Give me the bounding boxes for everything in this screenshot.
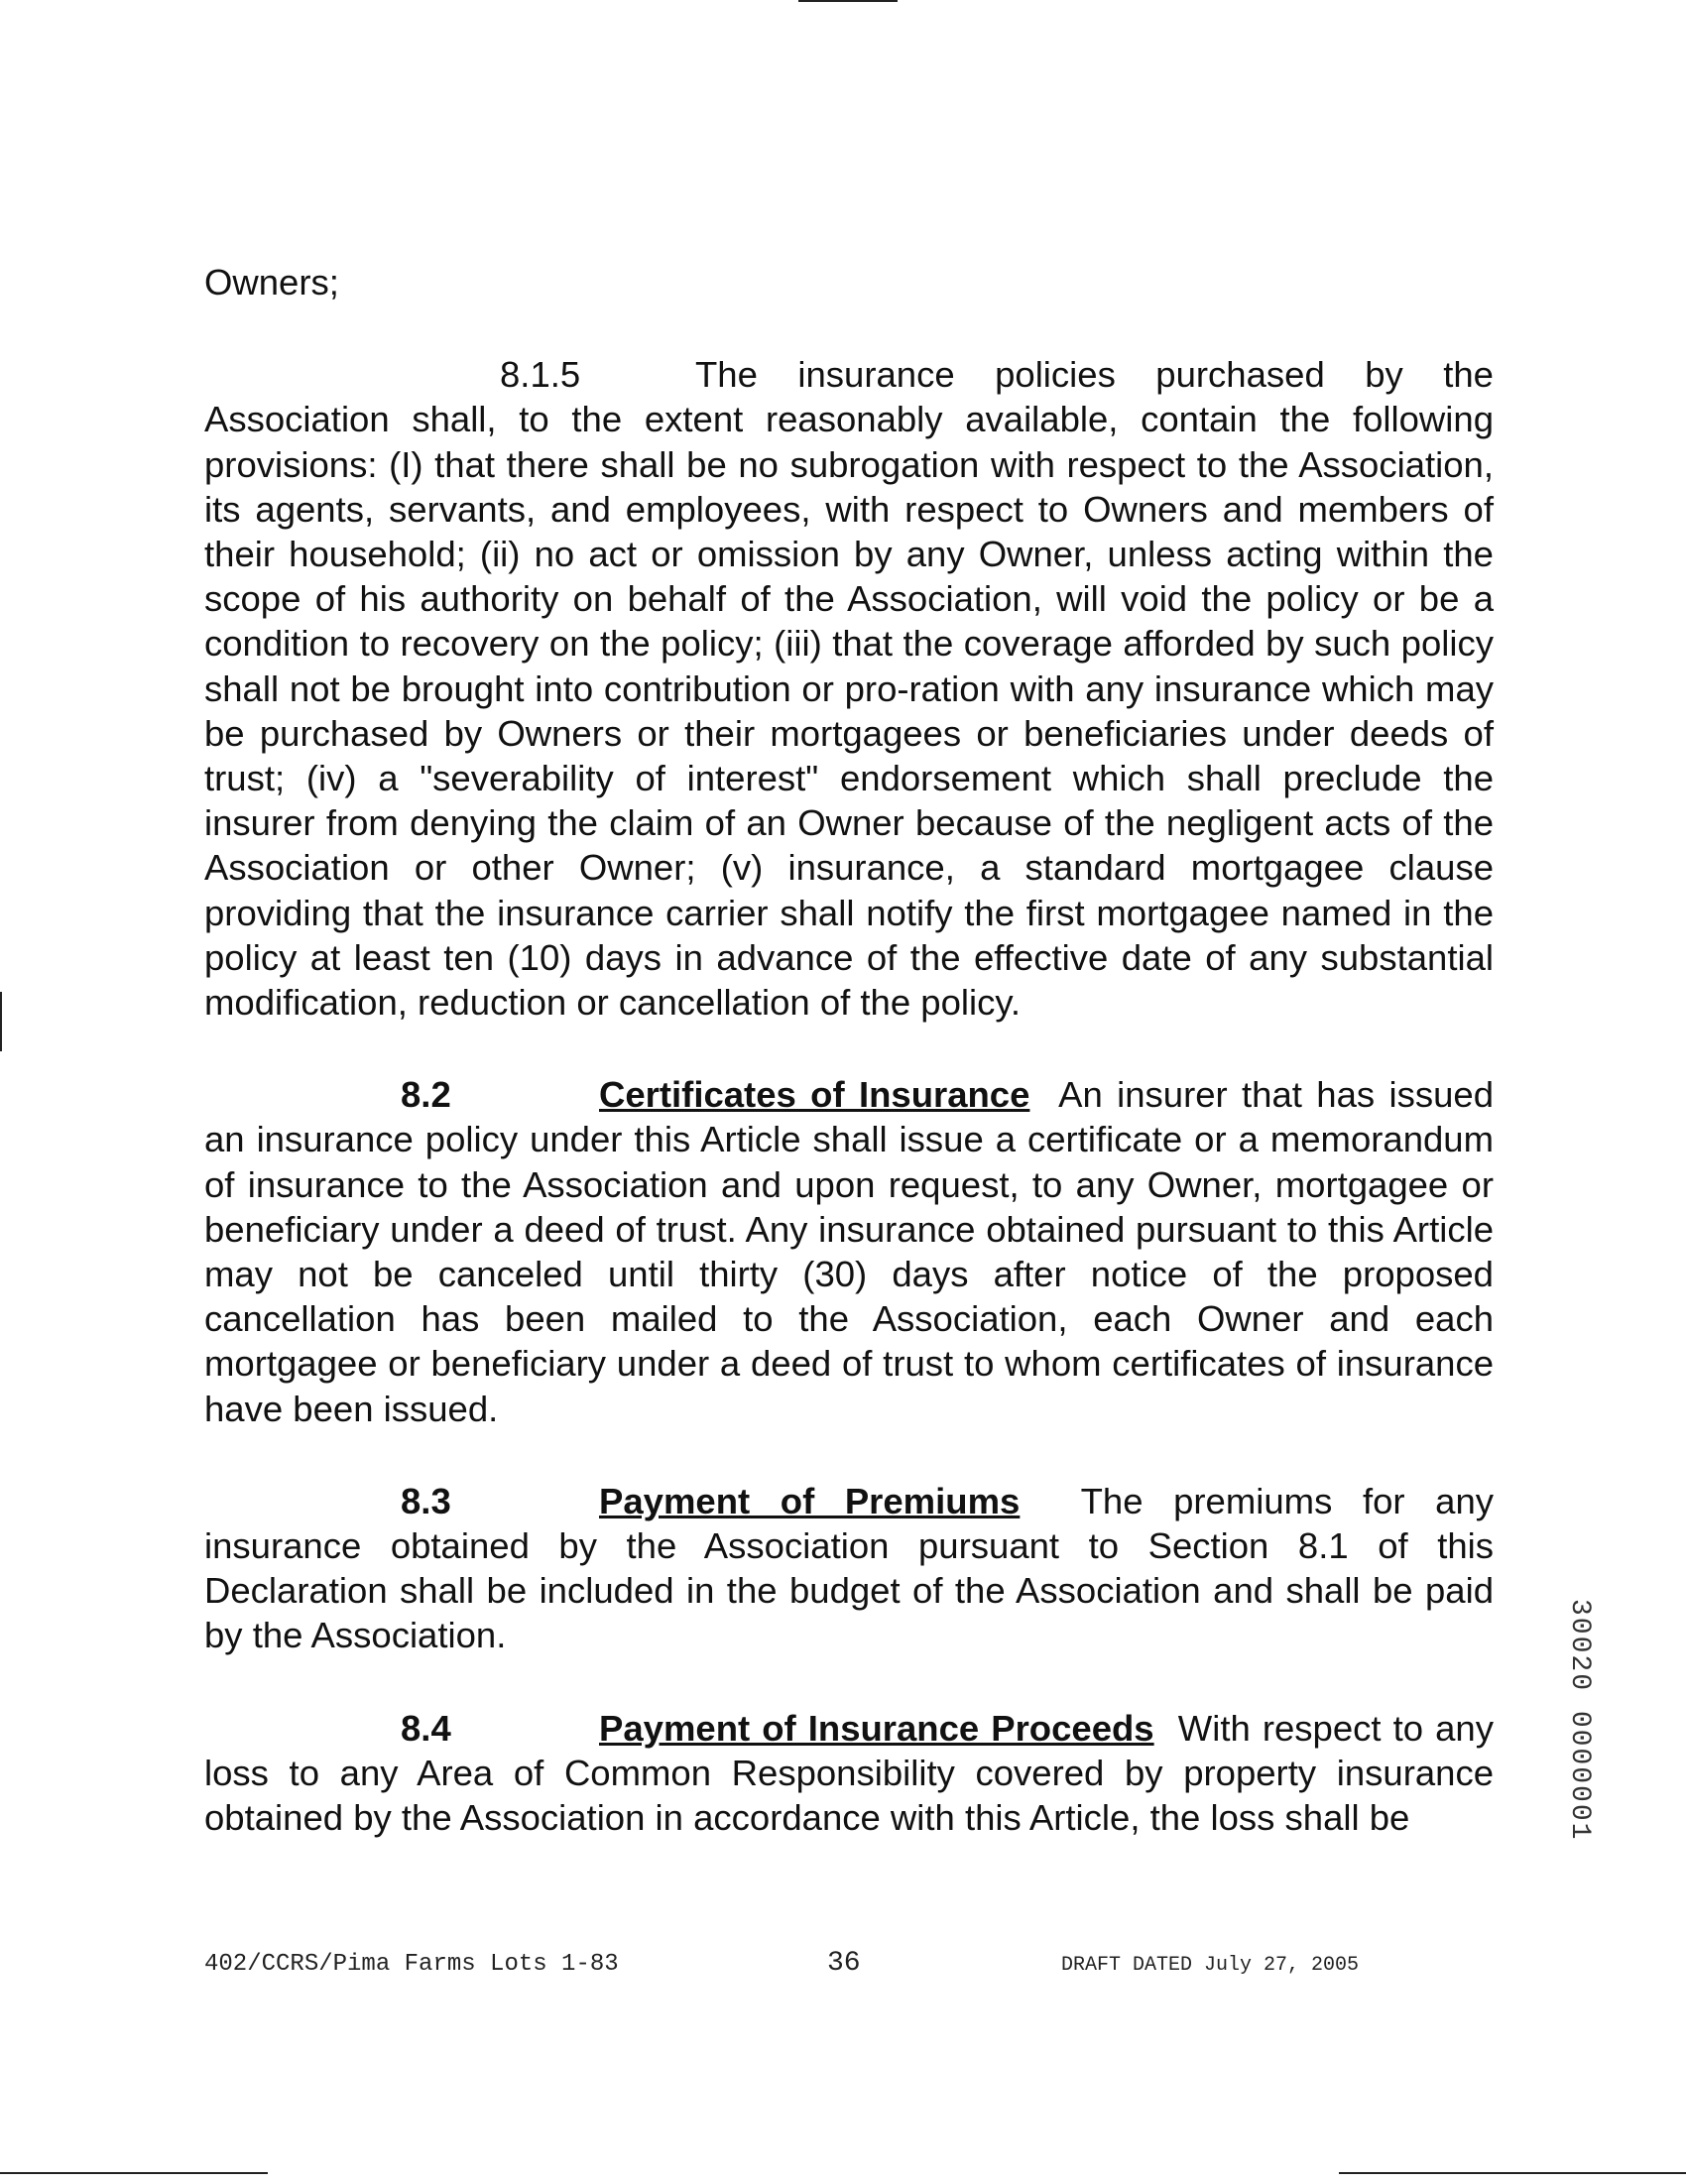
scan-mark-top [798,0,898,2]
section-number: 8.1.5 [500,354,581,396]
continuation-text: Owners; [204,262,339,303]
section-number: 8.3 [401,1480,451,1521]
scan-mark-bottom-left [0,2172,268,2174]
recording-stamp: 30020 0000001 [1564,1599,1595,1842]
section-heading: Payment of Premiums [599,1480,1021,1521]
scan-mark-bottom-right [1339,2172,1686,2174]
page-body [204,260,1494,1840]
footer-draft-date: DRAFT DATED July 27, 2005 [1061,1954,1360,1977]
section-8-2 [204,1072,1494,1431]
section-8-3 [204,1479,1494,1658]
section-heading: Certificates of Insurance [599,1074,1030,1116]
section-heading: Payment of Insurance Proceeds [599,1707,1154,1749]
section-text: With respect to any loss to any Area of Common Responsibility covered by property insurance obtained by the Association in accordance with this Article, the loss shall be [204,1707,1494,1839]
section-8-1-5 [204,352,1494,1025]
section-number: 8.4 [401,1707,451,1749]
section-number: 8.2 [401,1074,451,1116]
section-text: The premiums for any insurance obtained by the Association pursuant to Section 8.1 of this Declaration shall be included in the budget of the Association and shall be paid by the Association. [204,1480,1495,1656]
footer-file-ref: 402/CCRS/Pima Farms Lots 1-83 [204,1951,619,1978]
footer-page-number: 36 [827,1948,861,1979]
section-8-4 [204,1706,1494,1841]
section-text: An insurer that has issued an insurance policy under this Article shall issue a certificate or a memorandum of insurance to the Association and upon request, to any Owner, mortgagee or beneficiary under a deed of trust. Any insurance obtained pursuant to this Article may not be canceled until thirty (30) days after notice of the proposed cancellation has been mailed to the Association, each Owner and each mortgagee or beneficiary under a deed of trust to whom certificates of insurance have been issued. [204,1074,1494,1429]
section-text: The insurance policies purchased by the Association shall, to the extent reasonably available, contain the following provisions: (I) that there shall be no subrogation with respect to the Association, its agents, servants, and employees, with respect to Owners and members of their household; (ii) no act or omission by any Owner, unless acting within the scope of his authority on behalf of the Association, will void the policy or be a condition to recovery on the policy; (iii) that the coverage afforded by such policy shall not be brought into contribution or pro-ration with any insurance which may be purchased by Owners or their mortgagees or beneficiaries under deeds of trust; (iv) a "severability of interest" endorsement which shall preclude the insurer from denying the claim of an Owner because of the negligent acts of the Association or other Owner; (v) insurance, a standard mortgagee clause providing that the insurance carrier shall notify the first mortgagee named in the policy at least ten (10) days in advance of the effective date of any substantial modification, reduction or cancellation of the policy. [204,354,1494,1024]
scan-mark-left [0,992,2,1051]
